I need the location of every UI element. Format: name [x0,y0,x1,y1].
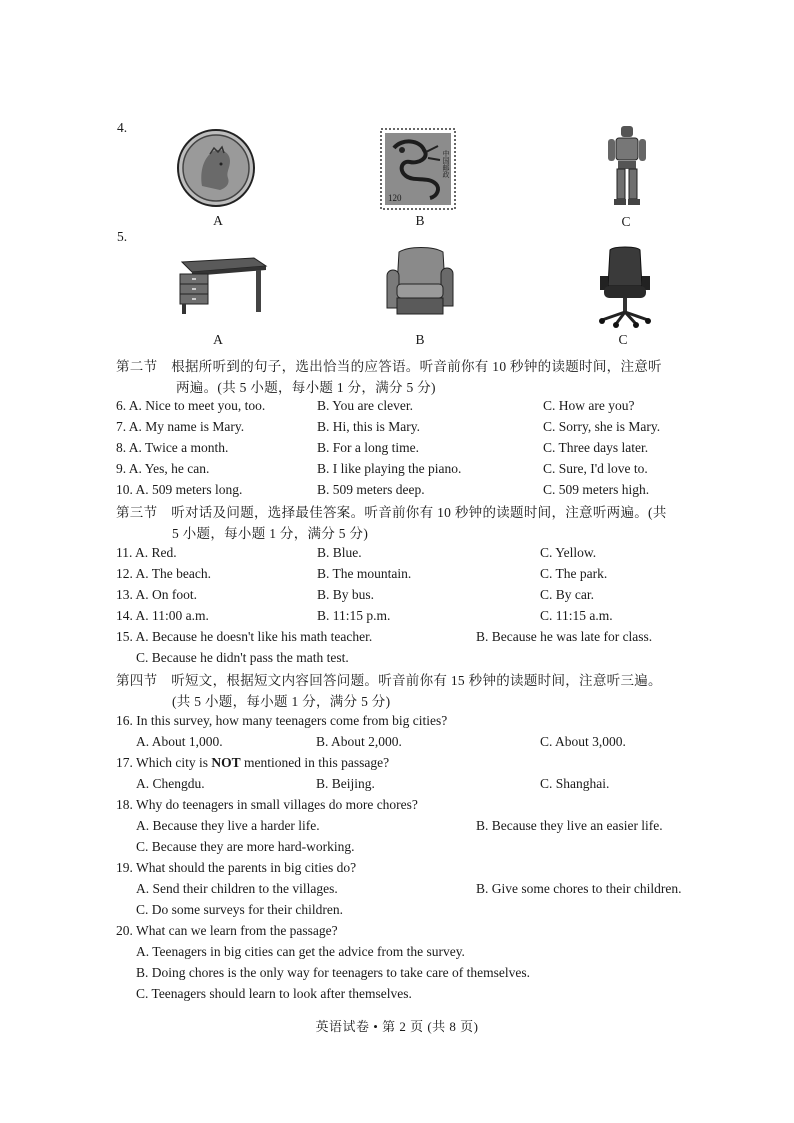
q20-option-a[interactable]: A. Teenagers in big cities can get the advice from the survey. [136,944,465,959]
q10-option-c[interactable]: C. 509 meters high. [543,482,650,497]
section-3-heading-line1: 第三节 听对话及问题，选择最佳答案。听音前你有 10 秒钟的读题时间，注意听两遍。(共 [116,505,667,520]
q15-option-c[interactable]: C. Because he didn't pass the math test. [136,650,349,665]
q10-option-b[interactable]: B. 509 meters deep. [317,482,425,497]
page-footer: 英语试卷 • 第 2 页 (共 8 页) [315,1019,479,1034]
desk-image [172,254,268,322]
q9-option-c[interactable]: C. Sure, I'd love to. [543,461,648,476]
q11-option-c[interactable]: C. Yellow. [540,545,597,560]
q11-option-a[interactable]: 11. A. Red. [116,545,177,560]
office-chair-image [592,246,658,332]
q4-option-a-label: A [213,213,223,228]
q19-stem: 19. What should the parents in big cities do? [116,860,357,875]
section-2-heading-line2: 两遍。(共 5 小题，每小题 1 分，满分 5 分) [176,380,436,395]
q6-option-a[interactable]: 6. A. Nice to meet you, too. [116,398,266,413]
q10-option-a[interactable]: 10. A. 509 meters long. [116,482,243,497]
q6-option-b[interactable]: B. You are clever. [317,398,413,413]
q14-option-b[interactable]: B. 11:15 p.m. [317,608,391,623]
q11-option-b[interactable]: B. Blue. [317,545,362,560]
stamp-country-text: 中国邮政 [442,150,450,178]
q17-option-c[interactable]: C. Shanghai. [540,776,610,791]
q7-option-b[interactable]: B. Hi, this is Mary. [317,419,421,434]
q18-option-c[interactable]: C. Because they are more hard-working. [136,839,355,854]
section-3-heading-line2: 5 小题，每小题 1 分，满分 5 分) [172,526,369,541]
q16-option-b[interactable]: B. About 2,000. [316,734,402,749]
q14-option-a[interactable]: 14. A. 11:00 a.m. [116,608,209,623]
stamp-value: 120 [388,193,402,203]
q20-option-c[interactable]: C. Teenagers should learn to look after themselves. [136,986,412,1001]
q5-option-c-label: C [618,332,628,347]
q20-stem: 20. What can we learn from the passage? [116,923,338,938]
q17-option-b[interactable]: B. Beijing. [316,776,375,791]
q18-option-b[interactable]: B. Because they live an easier life. [476,818,663,833]
q14-option-c[interactable]: C. 11:15 a.m. [540,608,613,623]
section-2-heading-line1: 第二节 根据所听到的句子，选出恰当的应答语。听音前你有 10 秒钟的读题时间，注意听 [116,359,662,374]
q12-option-b[interactable]: B. The mountain. [317,566,412,581]
q8-option-b[interactable]: B. For a long time. [317,440,419,455]
q17-stem [116,755,389,771]
q19-option-c[interactable]: C. Do some surveys for their children. [136,902,343,917]
q8-option-c[interactable]: C. Three days later. [543,440,649,455]
q7-option-c[interactable]: C. Sorry, she is Mary. [543,419,661,434]
question-4-number: 4. [117,120,128,135]
q19-option-a[interactable]: A. Send their children to the villages. [136,881,338,896]
q5-option-b-label: B [415,332,425,347]
q12-option-a[interactable]: 12. A. The beach. [116,566,211,581]
q4-option-b-label: B [415,213,425,228]
q6-option-c[interactable]: C. How are you? [543,398,635,413]
q15-option-b[interactable]: B. Because he was late for class. [476,629,653,644]
q7-option-a[interactable]: 7. A. My name is Mary. [116,419,245,434]
q17-stem-pre: 17. Which city is [116,755,212,770]
q13-option-c[interactable]: C. By car. [540,587,594,602]
question-5-number: 5. [117,229,128,244]
section-4-heading-line2: (共 5 小题，每小题 1 分，满分 5 分) [172,694,391,709]
q19-option-b[interactable]: B. Give some chores to their children. [476,881,682,896]
q4-option-c-label: C [621,214,631,229]
armchair-image [383,246,455,324]
q12-option-c[interactable]: C. The park. [540,566,608,581]
section-3-instructions [116,502,716,544]
q13-option-a[interactable]: 13. A. On foot. [116,587,197,602]
robot-toy-image [606,124,648,212]
q15-option-a[interactable]: 15. A. Because he doesn't like his math teacher. [116,629,373,644]
q13-option-b[interactable]: B. By bus. [317,587,375,602]
q16-stem: 16. In this survey, how many teenagers come from big cities? [116,713,448,728]
q17-option-a[interactable]: A. Chengdu. [136,776,205,791]
q8-option-a[interactable]: 8. A. Twice a month. [116,440,229,455]
q9-option-a[interactable]: 9. A. Yes, he can. [116,461,210,476]
q16-option-c[interactable]: C. About 3,000. [540,734,626,749]
q18-option-a[interactable]: A. Because they live a harder life. [136,818,320,833]
q20-option-b[interactable]: B. Doing chores is the only way for teenagers to take care of themselves. [136,965,530,980]
section-2-instructions [116,356,716,398]
q18-stem: 18. Why do teenagers in small villages do more chores? [116,797,418,812]
coin-image [176,128,256,212]
q16-option-a[interactable]: A. About 1,000. [136,734,223,749]
section-4-heading-line1: 第四节 听短文，根据短文内容回答问题。听音前你有 15 秒钟的读题时间，注意听三遍。 [116,673,662,688]
section-4-instructions [116,670,716,712]
q17-stem-bold: NOT [211,755,241,770]
q5-option-a-label: A [213,332,223,347]
q17-stem-post: mentioned in this passage? [240,755,390,770]
q9-option-b[interactable]: B. I like playing the piano. [317,461,462,476]
